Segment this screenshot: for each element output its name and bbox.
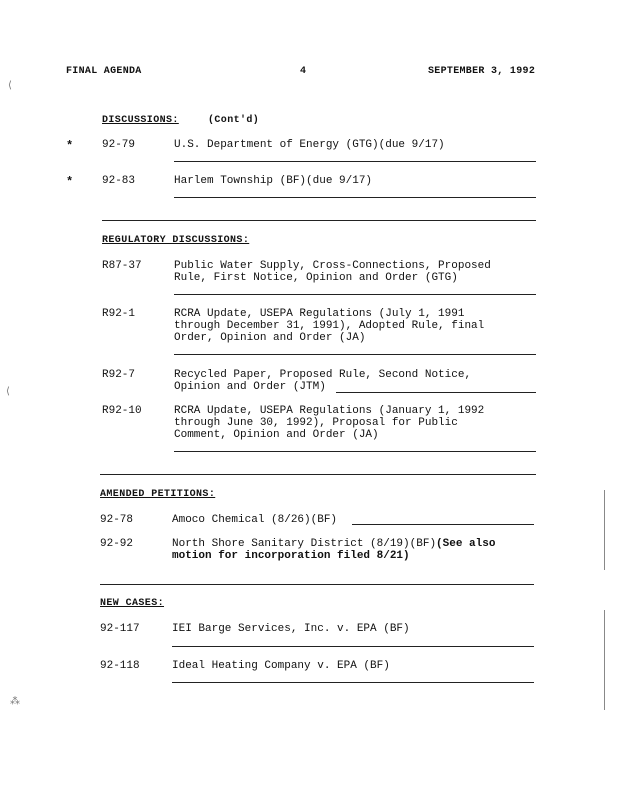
page-number: 4 [300, 66, 307, 77]
margin-speck: ⟨ [8, 80, 12, 91]
margin-line [604, 610, 605, 710]
case-description: RCRA Update, USEPA Regulations (July 1, 1991 [174, 308, 465, 320]
signature-line [174, 451, 536, 452]
case-number: 92-92 [100, 538, 134, 550]
signature-line [174, 294, 536, 295]
case-number: R87-37 [102, 260, 142, 272]
case-description: through December 31, 1991), Adopted Rule, final [174, 320, 485, 332]
case-description [172, 538, 495, 550]
case-description: Order, Opinion and Order (JA) [174, 332, 366, 344]
case-number: 92-118 [100, 660, 140, 672]
case-description: Opinion and Order (JTM) [174, 381, 326, 393]
new-cases-heading: NEW CASES: [100, 598, 165, 609]
case-number: 92-79 [102, 139, 136, 151]
case-description: IEI Barge Services, Inc. v. EPA (BF) [172, 623, 410, 635]
case-description: Comment, Opinion and Order (JA) [174, 429, 379, 441]
discussions-title: DISCUSSIONS: [102, 115, 179, 126]
case-description: Recycled Paper, Proposed Rule, Second Notice, [174, 369, 472, 381]
case-description: RCRA Update, USEPA Regulations (January 1, 1992 [174, 405, 485, 417]
priority-marker: * [66, 139, 74, 153]
regulatory-heading: REGULATORY DISCUSSIONS: [102, 235, 250, 246]
signature-line [336, 392, 536, 393]
signature-line [174, 354, 536, 355]
discussions-heading [102, 115, 179, 126]
priority-marker: * [66, 175, 74, 189]
margin-line [604, 490, 605, 570]
signature-line [352, 524, 534, 525]
case-number: R92-1 [102, 308, 136, 320]
case-note: motion for incorporation filed 8/21) [172, 550, 410, 562]
section-divider [100, 474, 536, 475]
case-number: R92-7 [102, 369, 136, 381]
case-number: 92-78 [100, 514, 134, 526]
amended-heading: AMENDED PETITIONS: [100, 489, 216, 500]
case-number: 92-83 [102, 175, 136, 187]
case-description: Rule, First Notice, Opinion and Order (GTG) [174, 272, 458, 284]
discussions-contd: (Cont'd) [208, 115, 260, 126]
case-description-text: North Shore Sanitary District (8/19)(BF) [172, 538, 437, 550]
case-description: Public Water Supply, Cross-Connections, Proposed [174, 260, 491, 272]
case-number: R92-10 [102, 405, 142, 417]
case-note: (See also [436, 538, 496, 550]
signature-line [174, 161, 536, 162]
case-description: Harlem Township (BF)(due 9/17) [174, 175, 373, 187]
signature-line [172, 682, 534, 683]
signature-line [172, 646, 534, 647]
case-description: Amoco Chemical (8/26)(BF) [172, 514, 338, 526]
signature-line [174, 197, 536, 198]
header-title: FINAL AGENDA [66, 66, 142, 77]
case-description: U.S. Department of Energy (GTG)(due 9/17) [174, 139, 445, 151]
section-divider [102, 220, 536, 221]
section-divider [100, 584, 534, 585]
margin-speck: ⟨ [6, 386, 10, 397]
case-description: Ideal Heating Company v. EPA (BF) [172, 660, 390, 672]
case-number: 92-117 [100, 623, 140, 635]
case-description: through June 30, 1992), Proposal for Public [174, 417, 458, 429]
margin-speck: ⁂ [10, 696, 20, 707]
header-date: SEPTEMBER 3, 1992 [428, 66, 536, 77]
